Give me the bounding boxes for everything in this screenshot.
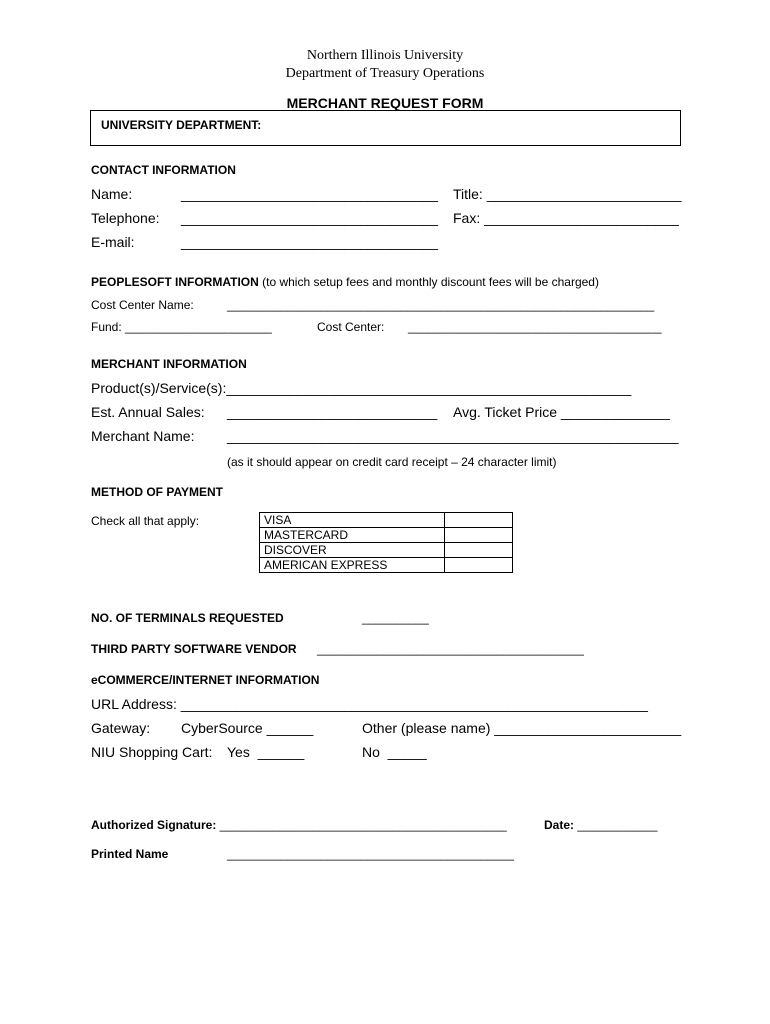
payment-option-label: DISCOVER [260,543,445,558]
ticket-price-field[interactable]: Avg. Ticket Price ______________ [453,404,670,420]
payment-heading: METHOD OF PAYMENT [91,485,224,499]
signature-row [91,818,507,832]
annual-sales-field[interactable]: ___________________________ [227,404,438,420]
cost-center-name-label: Cost Center Name: [91,298,194,312]
payment-checkbox-visa[interactable] [445,513,513,528]
date-label: Date: [544,818,575,832]
third-party-field[interactable]: ________________________________________ [317,642,584,656]
merchant-name-note: (as it should appear on credit card receipt – 24 character limit) [227,455,557,469]
name-label: Name: [91,186,133,202]
third-party-label: THIRD PARTY SOFTWARE VENDOR [91,642,297,656]
printed-name-label: Printed Name [91,847,169,861]
peoplesoft-heading-note: (to which setup fees and monthly discount fees will be charged) [258,275,599,289]
payment-option-label: AMERICAN EXPRESS [260,558,445,573]
products-field[interactable]: Product(s)/Service(s):____________________________________________________ [91,380,632,396]
cost-center-label: Cost Center: [317,320,385,334]
terminals-label: NO. OF TERMINALS REQUESTED [91,611,284,625]
payment-table [259,512,513,573]
merchant-heading: MERCHANT INFORMATION [91,357,247,371]
cart-no-field[interactable]: No _____ [362,744,427,760]
title-field[interactable]: Title: _________________________ [453,186,682,202]
gateway-label: Gateway: [91,720,151,736]
payment-checkbox-amex[interactable] [445,558,513,573]
university-department-box[interactable] [90,110,681,146]
university-name: Northern Illinois University [306,48,464,63]
cost-center-field[interactable]: ______________________________________ [408,320,662,334]
merchant-name-field[interactable]: __________________________________________________________ [227,428,679,444]
telephone-label: Telephone: [91,210,160,226]
printed-name-field[interactable]: ___________________________________________ [227,847,514,861]
peoplesoft-heading [91,275,599,289]
form-title: MERCHANT REQUEST FORM [286,95,484,111]
name-field[interactable]: _________________________________ [181,186,438,202]
contact-heading: CONTACT INFORMATION [91,163,236,177]
check-all-label: Check all that apply: [91,514,200,528]
telephone-field[interactable]: _________________________________ [181,210,438,226]
email-label: E-mail: [91,234,135,250]
authorized-signature-field[interactable]: ___________________________________________ [216,818,507,832]
payment-row-amex [260,558,513,573]
other-gateway-field[interactable]: Other (please name) ________________________ [362,720,682,736]
cybersource-field[interactable]: CyberSource ______ [181,720,314,736]
peoplesoft-heading-bold: PEOPLESOFT INFORMATION [91,275,259,289]
email-field[interactable]: _________________________________ [181,234,438,250]
payment-row-mastercard [260,528,513,543]
payment-checkbox-mastercard[interactable] [445,528,513,543]
authorized-signature-label: Authorized Signature: [91,818,217,832]
fund-field[interactable]: Fund: ______________________ [91,320,272,334]
payment-option-label: MASTERCARD [260,528,445,543]
terminals-field[interactable]: __________ [362,611,429,625]
annual-sales-label: Est. Annual Sales: [91,404,205,420]
department-name: Department of Treasury Operations [285,66,485,81]
fax-field[interactable]: Fax: _________________________ [453,210,679,226]
date-row [544,818,657,832]
shopping-cart-label: NIU Shopping Cart: [91,744,213,760]
payment-row-discover [260,543,513,558]
ecommerce-heading: eCOMMERCE/INTERNET INFORMATION [91,673,320,687]
url-field[interactable]: URL Address: ____________________________________________________________ [91,696,648,712]
university-department-label: UNIVERSITY DEPARTMENT: [101,118,262,132]
date-field[interactable]: ____________ [574,818,658,832]
payment-checkbox-discover[interactable] [445,543,513,558]
payment-row-visa [260,513,513,528]
cart-yes-field[interactable]: Yes ______ [227,744,305,760]
cost-center-name-field[interactable]: ________________________________________________________________ [227,298,655,312]
payment-option-label: VISA [260,513,445,528]
merchant-name-label: Merchant Name: [91,428,195,444]
